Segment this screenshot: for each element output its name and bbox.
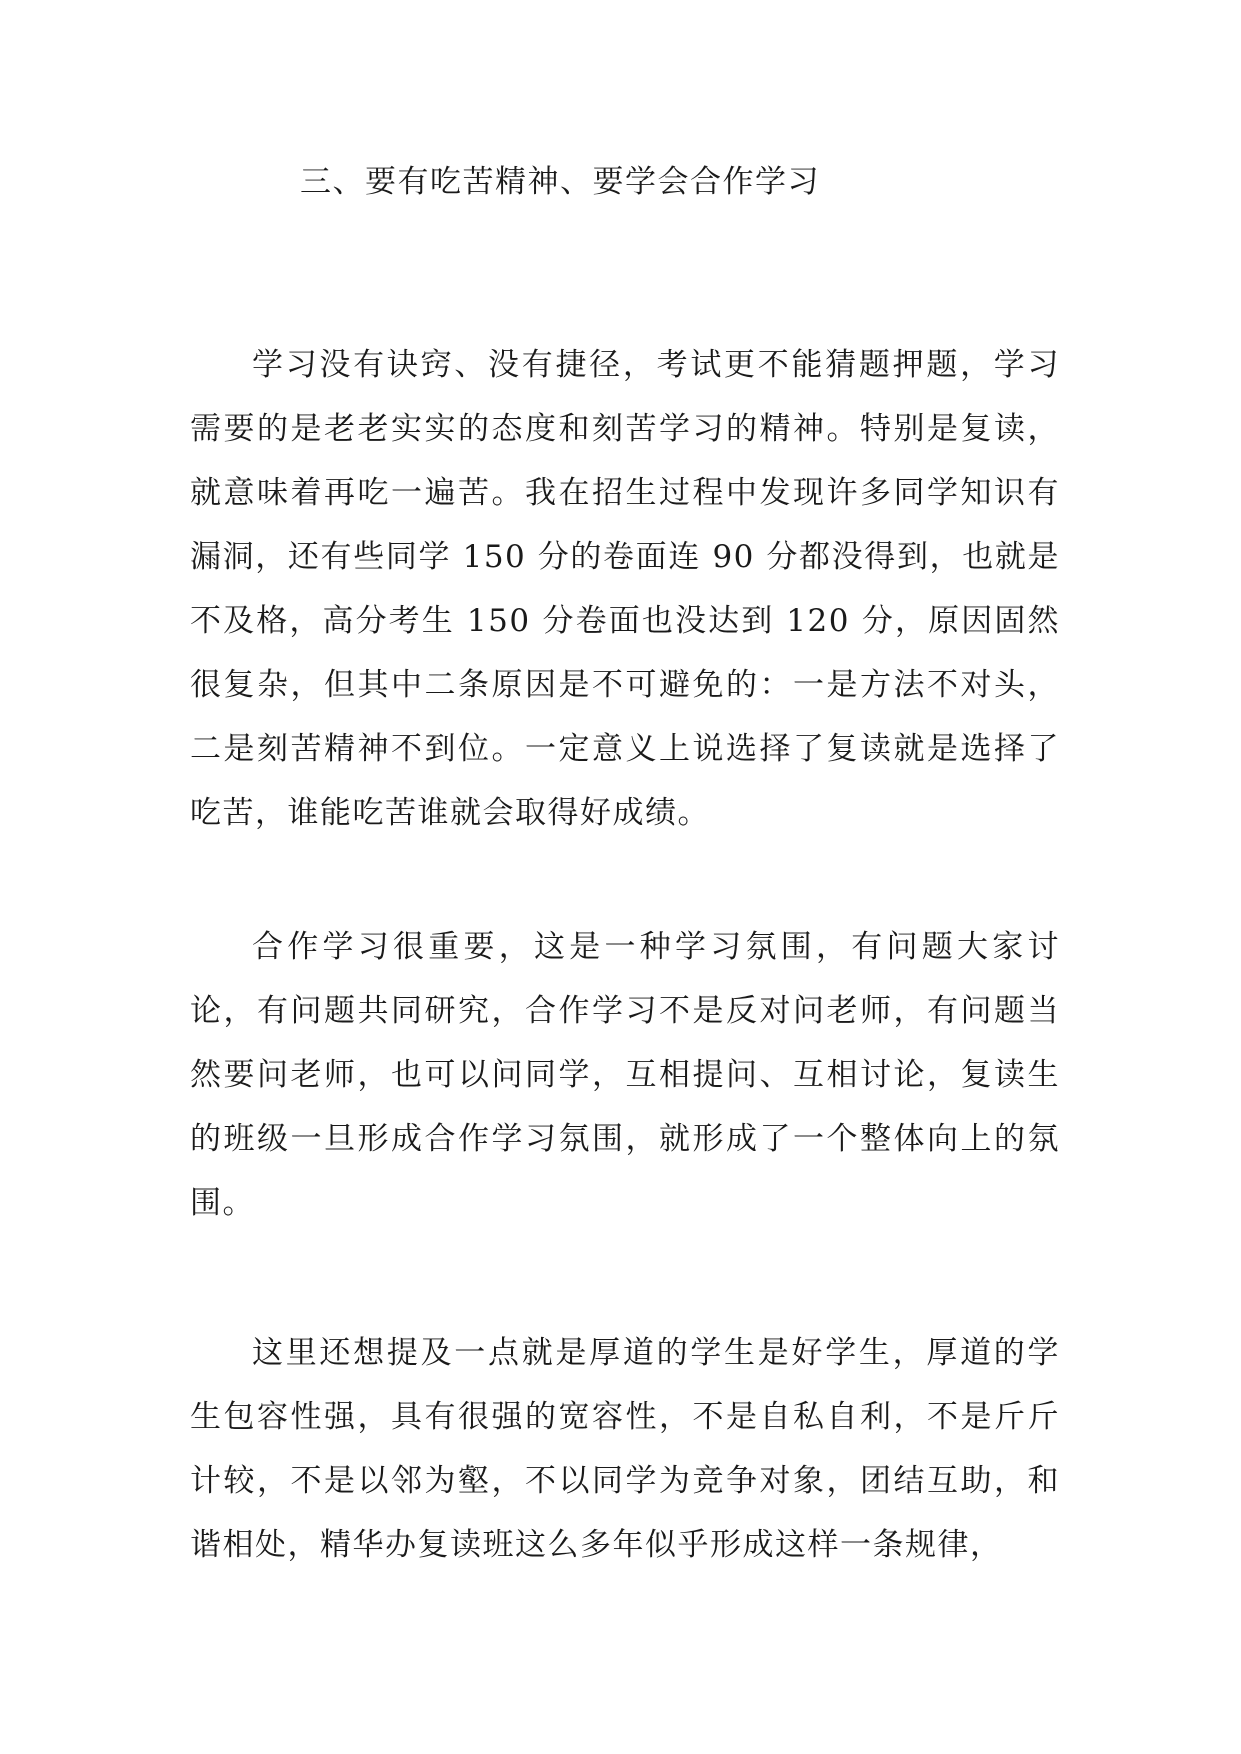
paragraph: 学习没有诀窍、没有捷径，考试更不能猜题押题，学习需要的是老老实实的态度和刻苦学习的精神。特别是复读，就意味着再吃一遍苦。我在招生过程中发现许多同学知识有漏洞，还有些同学 150 分的卷面连 90 分都没得到，也就是不及格，高分考生 150 分卷面也没达到 120 分，原因固然很复杂，但其中二条原因是不可避免的：一是方法不对头，二是刻苦精神不到位。一定意义上说选择了复读就是选择了吃苦，谁能吃苦谁就会取得好成绩。: [190, 347, 1060, 831]
section-heading: 三、要有吃苦精神、要学会合作学习: [300, 164, 820, 200]
paragraph: 合作学习很重要，这是一种学习氛围，有问题大家讨论，有问题共同研究，合作学习不是反对问老师，有问题当然要问老师，也可以问同学，互相提问、互相讨论，复读生的班级一旦形成合作学习氛围，就形成了一个整体向上的氛围。: [190, 929, 1060, 1221]
paragraph: 这里还想提及一点就是厚道的学生是好学生，厚道的学生包容性强，具有很强的宽容性，不是自私自利，不是斤斤计较，不是以邻为壑，不以同学为竞争对象，团结互助，和谐相处，精华办复读班这么多年似乎形成这样一条规律，: [190, 1335, 1060, 1563]
